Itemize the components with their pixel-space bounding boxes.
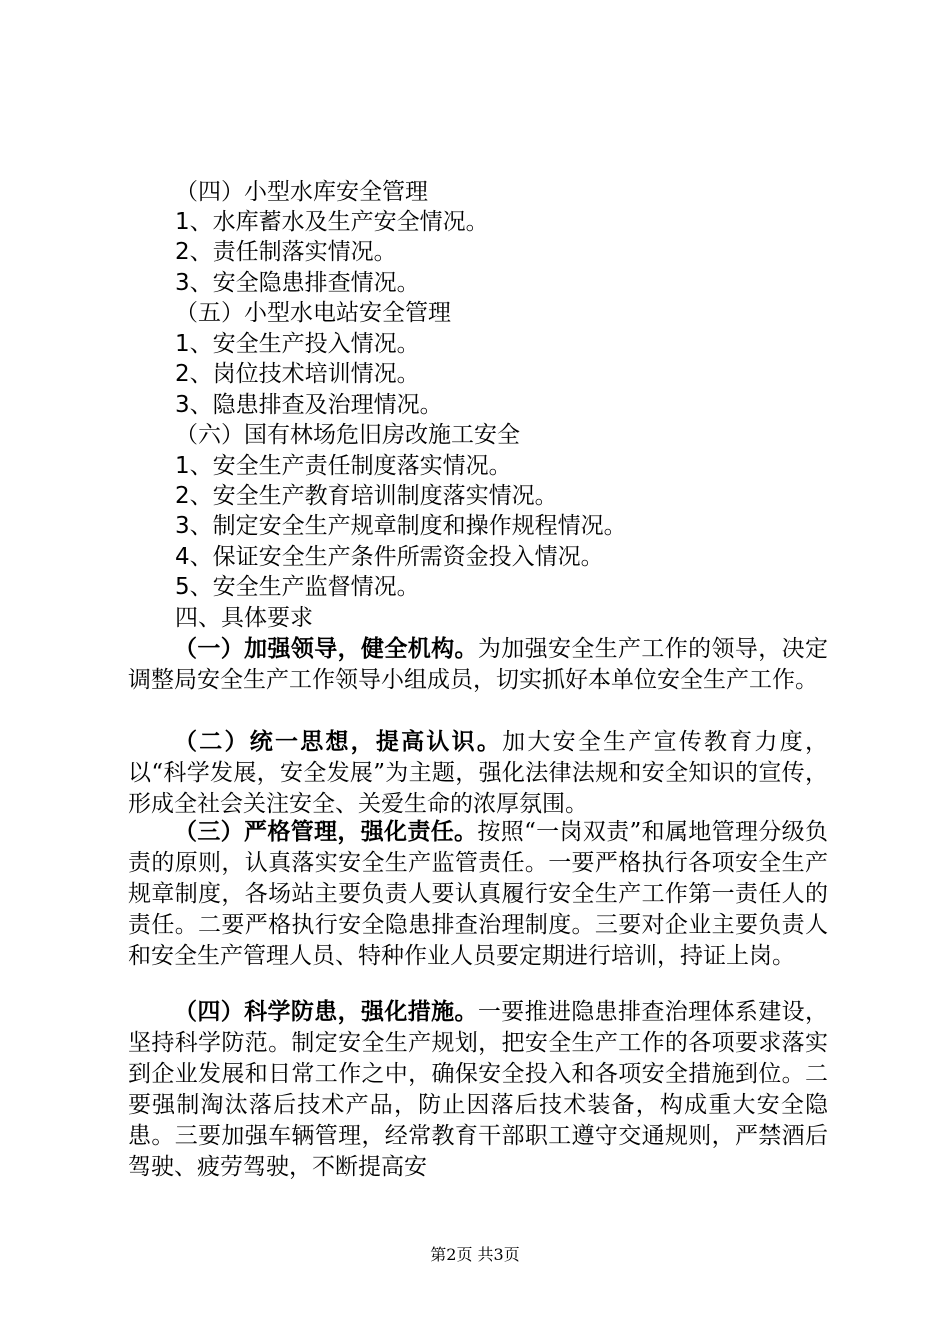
- page-number-footer: 第2页 共3页: [430, 1245, 520, 1264]
- list-item: 5、安全生产监督情况。: [175, 574, 420, 600]
- requirement-paragraph-3: [128, 817, 828, 972]
- section-heading-4: （四）小型水库安全管理: [175, 179, 428, 205]
- list-item: 1、水库蓄水及生产安全情况。: [175, 209, 489, 235]
- section-heading-6: （六）国有林场危旧房改施工安全: [175, 422, 520, 448]
- paragraph-lead: （一）加强领导，健全机构。: [174, 636, 478, 662]
- list-item: 2、岗位技术培训情况。: [175, 361, 420, 387]
- list-item: 1、安全生产责任制度落实情况。: [175, 453, 512, 479]
- section-heading-5: （五）小型水电站安全管理: [175, 300, 451, 326]
- requirement-paragraph-1: [128, 634, 828, 696]
- list-item: 3、制定安全生产规章制度和操作规程情况。: [175, 513, 627, 539]
- paragraph-body: 为加强安全生产工作的领导，决定调整局安全生产工作领导小组成员，切实抓好本单位安全生产工作。: [128, 636, 829, 693]
- list-item: 1、安全生产投入情况。: [175, 331, 420, 357]
- list-item: 3、安全隐患排查情况。: [175, 270, 420, 296]
- list-item: 4、保证安全生产条件所需资金投入情况。: [175, 544, 604, 570]
- list-item: 2、安全生产教育培训制度落实情况。: [175, 483, 558, 509]
- paragraph-body: 按照“一岗双责”和属地管理分级负责的原则，认真落实安全生产监管责任。一要严格执行各项安全生产规章制度，各场站主要负责人要认真履行安全生产工作第一责任人的责任。二要严格执行安全隐患排查治理制度。三要对企业主要负责人和安全生产管理人员、特种作业人员要定期进行培训，持证上岗。: [128, 819, 828, 969]
- section-heading-requirements: 四、具体要求: [175, 605, 313, 631]
- list-item: 2、责任制落实情况。: [175, 239, 397, 265]
- paragraph-lead: （三）严格管理，强化责任。: [174, 819, 478, 845]
- requirement-paragraph-2: [128, 727, 828, 820]
- list-item: 3、隐患排查及治理情况。: [175, 392, 443, 418]
- paragraph-body: 一要推进隐患排查治理体系建设，坚持科学防范。制定安全生产规划，把安全生产工作的各项要求落实到企业发展和日常工作之中，确保安全投入和各项安全措施到位。二要强制淘汰落后技术产品，防止因落后技术装备，构成重大安全隐患。三要加强车辆管理，经常教育干部职工遵守交通规则，严禁酒后驾驶、疲劳驾驶，不断提高安: [128, 999, 829, 1180]
- paragraph-body: 加大安全生产宣传教育力度，以“科学发展，安全发展”为主题，强化法律法规和安全知识的宣传，形成全社会关注安全、关爱生命的浓厚氛围。: [128, 729, 829, 817]
- paragraph-lead: （四）科学防患，强化措施。: [174, 999, 478, 1025]
- requirement-paragraph-4: [128, 997, 828, 1183]
- paragraph-lead: （二）统一思想，提高认识。: [174, 729, 503, 755]
